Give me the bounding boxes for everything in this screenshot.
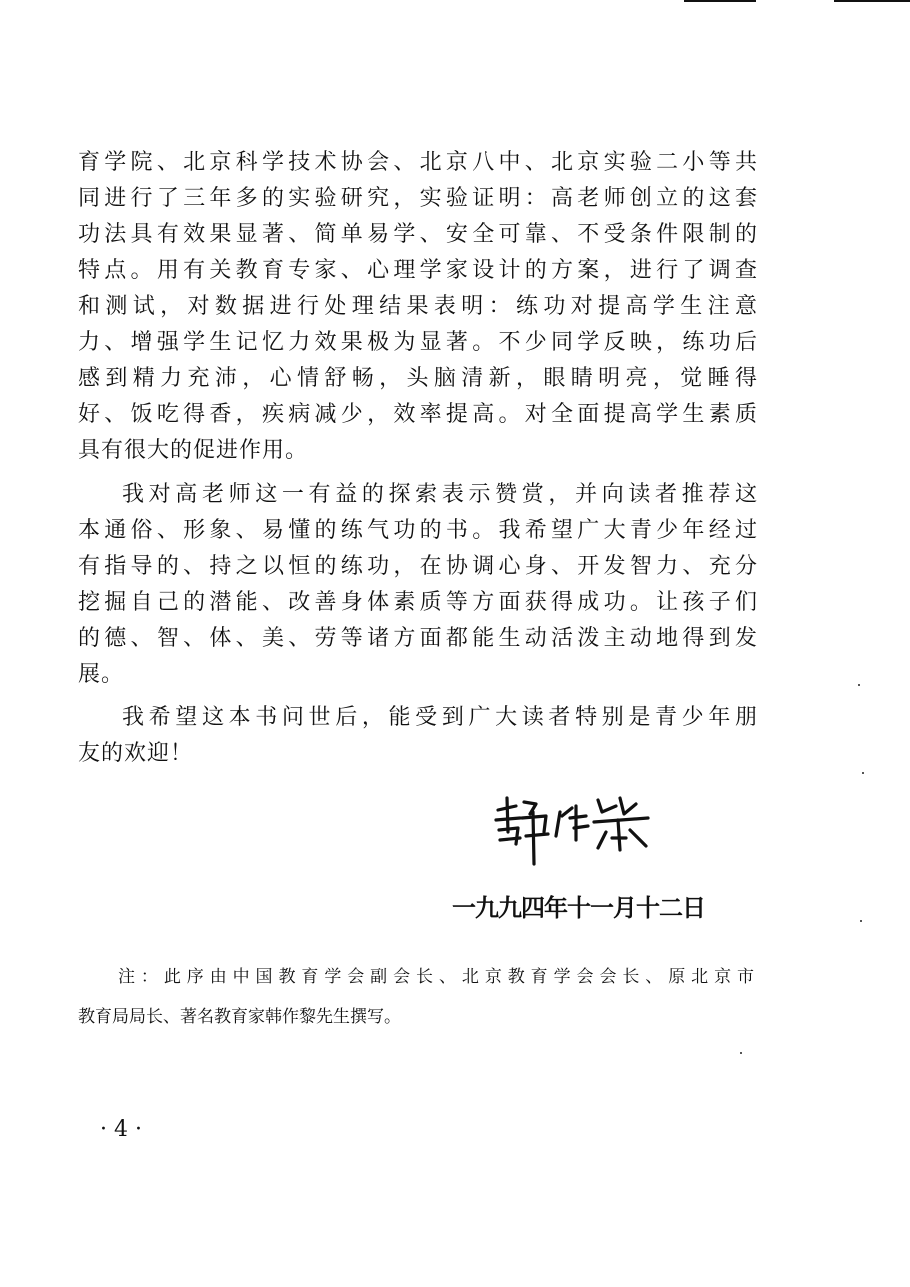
text-line: 有指导的、持之以恒的练功，在协调心身、开发智力、充分 [78,554,758,579]
text-line: 我希望这本书问世后，能受到广大读者特别是青少年朋 [122,705,758,730]
text-line: 育学院、北京科学技术协会、北京八中、北京实验二小等共 [78,150,758,175]
scan-speck [740,1052,742,1054]
scan-speck [862,772,864,774]
text-line: 具有很大的促进作用。 [78,438,309,463]
text-line: 好、饭吃得香，疾病减少，效率提高。对全面提高学生素质 [78,402,758,427]
date: 一九九四年十一月十二日 [452,893,705,922]
top-rule-left [684,0,756,2]
top-rule-right [834,0,910,2]
page-number: · 4 · [100,1117,142,1142]
text-line: 特点。用有关教育专家、心理学家设计的方案，进行了调查 [78,258,758,283]
text-line: 的德、智、体、美、劳等诸方面都能生动活泼主动地得到发 [78,626,758,651]
text-line: 我对高老师这一有益的探索表示赞赏，并向读者推荐这 [122,482,758,507]
text-line: 力、增强学生记忆力效果极为显著。不少同学反映，练功后 [78,330,758,355]
footnote-line: 注：此序由中国教育学会副会长、北京教育学会会长、原北京市 [118,967,754,987]
text-line: 挖掘自己的潜能、改善身体素质等方面获得成功。让孩子们 [78,590,758,615]
footnote-line: 教育局局长、著名教育家韩作黎先生撰写。 [78,1007,401,1027]
text-line: 友的欢迎！ [78,741,194,766]
text-line: 本通俗、形象、易懂的练气功的书。我希望广大青少年经过 [78,518,758,543]
text-line: 和测试，对数据进行处理结果表明：练功对提高学生注意 [78,294,758,319]
text-line: 展。 [78,662,125,687]
text-line: 功法具有效果显著、简单易学、安全可靠、不受条件限制的 [78,222,758,247]
scan-speck [858,684,860,686]
text-line: 感到精力充沛，心情舒畅，头脑清新，眼睛明亮，觉睡得 [78,366,758,391]
text-line: 同进行了三年多的实验研究，实验证明：高老师创立的这套 [78,186,758,211]
handwritten-signature [490,792,660,872]
scan-speck [860,920,862,922]
